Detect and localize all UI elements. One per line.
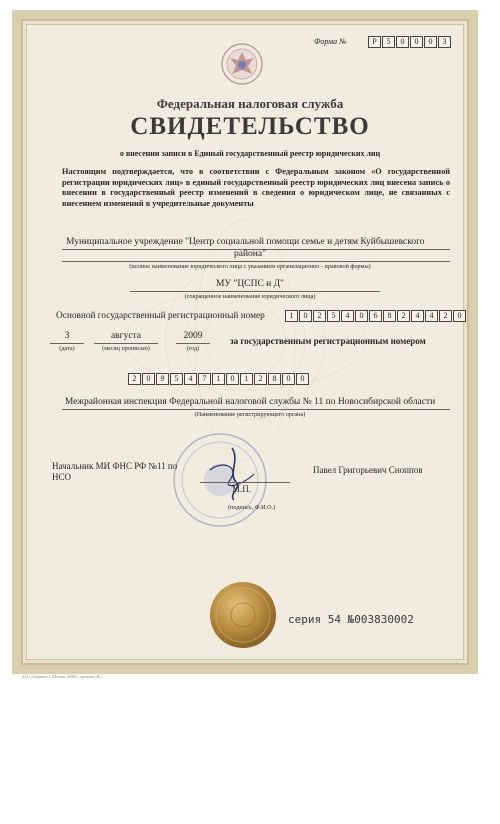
- official-stamp-icon: [170, 430, 270, 530]
- ogrn-digit: 6: [369, 310, 382, 322]
- authority-caption: (Наименование регистрирующего органа): [194, 411, 306, 418]
- form-number-boxes: [368, 36, 452, 48]
- series-label: серия: [288, 613, 322, 626]
- date-year-caption: (год): [186, 345, 200, 352]
- ogrn-digit: 4: [341, 310, 354, 322]
- ogrn-digit: 2: [313, 310, 326, 322]
- underline: [62, 261, 450, 262]
- coat-of-arms-icon: [220, 40, 264, 86]
- signatory-name: Павел Григорьевич Сноппов: [313, 465, 423, 475]
- grn-digit: 0: [282, 373, 295, 385]
- full-name-caption: (полное наименование юридического лица с указанием организационно - правовой формы): [129, 263, 371, 270]
- underline: [130, 291, 380, 292]
- ogrn-digit: 2: [439, 310, 452, 322]
- certificate-subtitle: о внесении записи в Единый государственный реестр юридических лиц: [119, 149, 381, 158]
- stamp-place: М.П.: [232, 484, 252, 494]
- full-name-line2: района": [234, 249, 266, 259]
- form-number-digit: 5: [382, 36, 395, 48]
- grn-digit: 1: [240, 373, 253, 385]
- certificate-title: СВИДЕТЕЛЬСТВО: [130, 113, 370, 140]
- form-number-digit: 0: [410, 36, 423, 48]
- ogrn-digit: 5: [327, 310, 340, 322]
- grn-digit: 0: [296, 373, 309, 385]
- grn-digit: 0: [226, 373, 239, 385]
- form-number-digit: 0: [424, 36, 437, 48]
- series-region: 54: [327, 613, 341, 626]
- printer-info: ЗАО «Опцион» г. Москва, 2008 г., уровень «В»: [22, 674, 102, 679]
- form-number-digit: 3: [438, 36, 451, 48]
- form-number-digit: Р: [368, 36, 381, 48]
- grn-digit: 4: [184, 373, 197, 385]
- form-label: Форма №: [314, 37, 347, 46]
- grn-digit: 7: [198, 373, 211, 385]
- grn-digit: 8: [268, 373, 281, 385]
- grn-digit: 1: [212, 373, 225, 385]
- underline: [176, 343, 210, 344]
- position-line2: НСО: [52, 472, 72, 482]
- grn-digit: 9: [156, 373, 169, 385]
- service-name: Федеральная налоговая служба: [156, 96, 344, 111]
- confirmation-paragraph: Настоящим подтверждается, что в соответствии с Федеральным законом «О государственной регистрации юридических лиц» в единый государственный реестр юридических лиц внесена запись о внесении в государственный реестр изменений в сведения о юридическом лице, не связанных с внесением изменений в учредительные документы: [62, 167, 450, 208]
- underline: [62, 409, 450, 410]
- ogrn-label: Основной государственный регистрационный номер: [56, 311, 265, 321]
- date-day: 3: [64, 331, 70, 341]
- ogrn-digit: 4: [411, 310, 424, 322]
- form-number-digit: 0: [396, 36, 409, 48]
- gold-seal-icon: [208, 580, 278, 650]
- ogrn-digit: 4: [425, 310, 438, 322]
- series-number: [288, 613, 414, 626]
- grn-digit: 5: [170, 373, 183, 385]
- grn-label: за государственным регистрационным номером: [230, 336, 426, 346]
- signature-caption: (подпись, Ф.И.О.): [228, 504, 276, 511]
- grn-digit: 0: [142, 373, 155, 385]
- ogrn-digit: 8: [383, 310, 396, 322]
- ogrn-boxes: [285, 310, 467, 322]
- ogrn-digit: 2: [397, 310, 410, 322]
- short-name: МУ "ЦСПС и Д": [215, 279, 284, 289]
- signature-line: [200, 482, 290, 483]
- series-number-value: №003830002: [347, 613, 414, 626]
- ogrn-digit: 0: [355, 310, 368, 322]
- date-day-caption: (дата): [59, 345, 75, 352]
- ogrn-digit: 1: [285, 310, 298, 322]
- date-month: августа: [110, 331, 142, 341]
- date-year: 2009: [183, 331, 203, 341]
- underline: [94, 343, 158, 344]
- short-name-caption: (сокращенное наименование юридического лица): [184, 293, 316, 300]
- full-name-line1: Муниципальное учреждение "Центр социальной помощи семье и детям Куйбышевского: [66, 237, 425, 247]
- ogrn-digit: 0: [453, 310, 466, 322]
- position-line1: Начальник МИ ФНС РФ №11 по: [52, 461, 178, 471]
- registering-authority: Межрайонная инспекция Федеральной налоговой службы № 11 по Новосибирской области: [64, 397, 436, 407]
- date-month-caption: (месяц прописью): [102, 345, 150, 352]
- grn-digit: 2: [128, 373, 141, 385]
- underline: [50, 343, 84, 344]
- grn-boxes: [128, 373, 310, 385]
- grn-digit: 2: [254, 373, 267, 385]
- ogrn-digit: 0: [299, 310, 312, 322]
